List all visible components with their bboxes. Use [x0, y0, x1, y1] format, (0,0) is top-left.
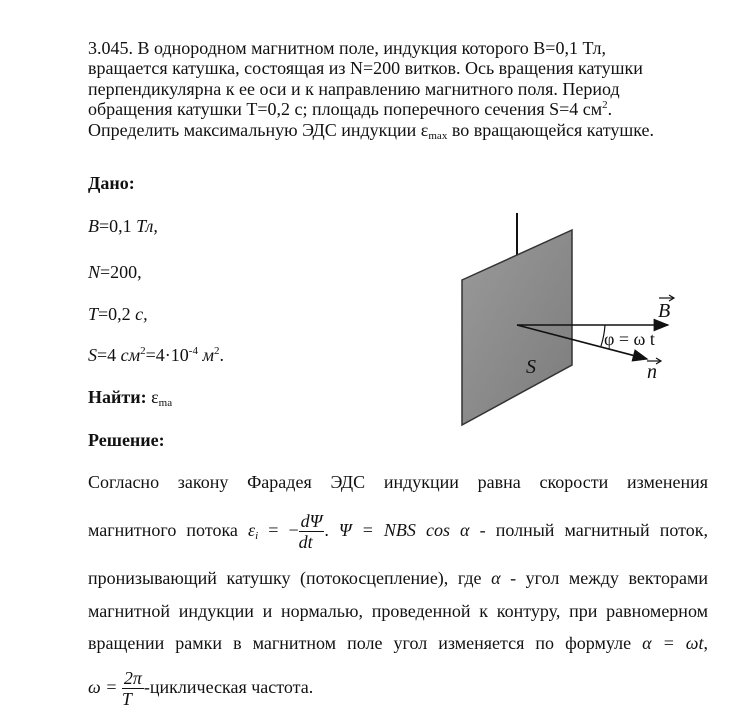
given-b: B=0,1 Тл,: [88, 216, 158, 236]
coil-plate: [462, 230, 572, 425]
alpha-formula: α = ωt: [642, 633, 704, 653]
problem-line-3: перпендикулярна к ее оси и к направлению магнитного поля. Период: [88, 78, 620, 99]
problem-line-4: обращения катушки T=0,2 с; площадь поперечного сечения S=4 $см^2$.: [88, 99, 613, 120]
given-s: S=4 $см^2=4\cdot 10^{-4}$ $м^2$.: [88, 345, 224, 365]
b-label: B: [658, 300, 671, 322]
n-label: n: [647, 361, 657, 383]
solution-heading: Решение:: [88, 430, 165, 450]
s-label: S: [526, 356, 536, 378]
problem-line-1: 3.045. В однородном магнитном поле, индукция которого B=0,1 Тл,: [88, 38, 607, 58]
solution-line-3: пронизывающий катушку (потокосцепление), где α - угол между векторами: [88, 568, 708, 588]
given-t: T=0,2 с,: [88, 304, 148, 324]
omega-fraction: $\frac{2\pi}{T}$: [121, 668, 142, 710]
solution-line-6: ω = $\frac{2\pi}{T}$ -циклическая частота.: [88, 668, 314, 710]
solution-line-1: Согласно закону Фарадея ЭДС индукции равна скорости изменения: [88, 472, 708, 492]
problem-number: 3.045.: [88, 38, 133, 58]
find-heading: Найти:: [88, 387, 147, 407]
alpha-symbol: α: [491, 568, 501, 588]
problem-statement: [88, 38, 708, 140]
problem-line-5: Определить максимальную ЭДС индукции $\varepsilon_{max}$ во вращающейся катушке.: [88, 119, 655, 142]
problem-line-2: вращается катушка, состоящая из N=200 витков. Ось вращения катушки: [88, 58, 643, 79]
solution-line-5: вращении рамки в магнитном поле угол изменяется по формуле α = ωt,: [88, 633, 708, 653]
coil-figure: [440, 205, 680, 435]
given-n: N=200,: [88, 262, 142, 282]
find-line: Найти: $\varepsilon_{ma}$: [88, 387, 173, 409]
omega-formula: ω =: [88, 677, 118, 697]
faraday-formula: $\varepsilon_i$ = − $\frac{d\Psi}{dt}$: [248, 511, 323, 553]
solution-line-2: магнитного потока $\varepsilon_i$ = − $\frac{d\Psi}{dt}$ . Ψ = NBS cos α - полный магнитный поток,: [88, 511, 709, 553]
given-heading: Дано:: [88, 173, 135, 193]
solution-line-4: магнитной индукции и нормалью, проведенной к контуру, при равномерном: [88, 601, 708, 621]
derivative-fraction: $\frac{d\Psi}{dt}$: [298, 511, 323, 553]
flux-formula: Ψ = NBS cos α: [338, 520, 470, 540]
phi-label: φ = ω t: [604, 329, 655, 349]
